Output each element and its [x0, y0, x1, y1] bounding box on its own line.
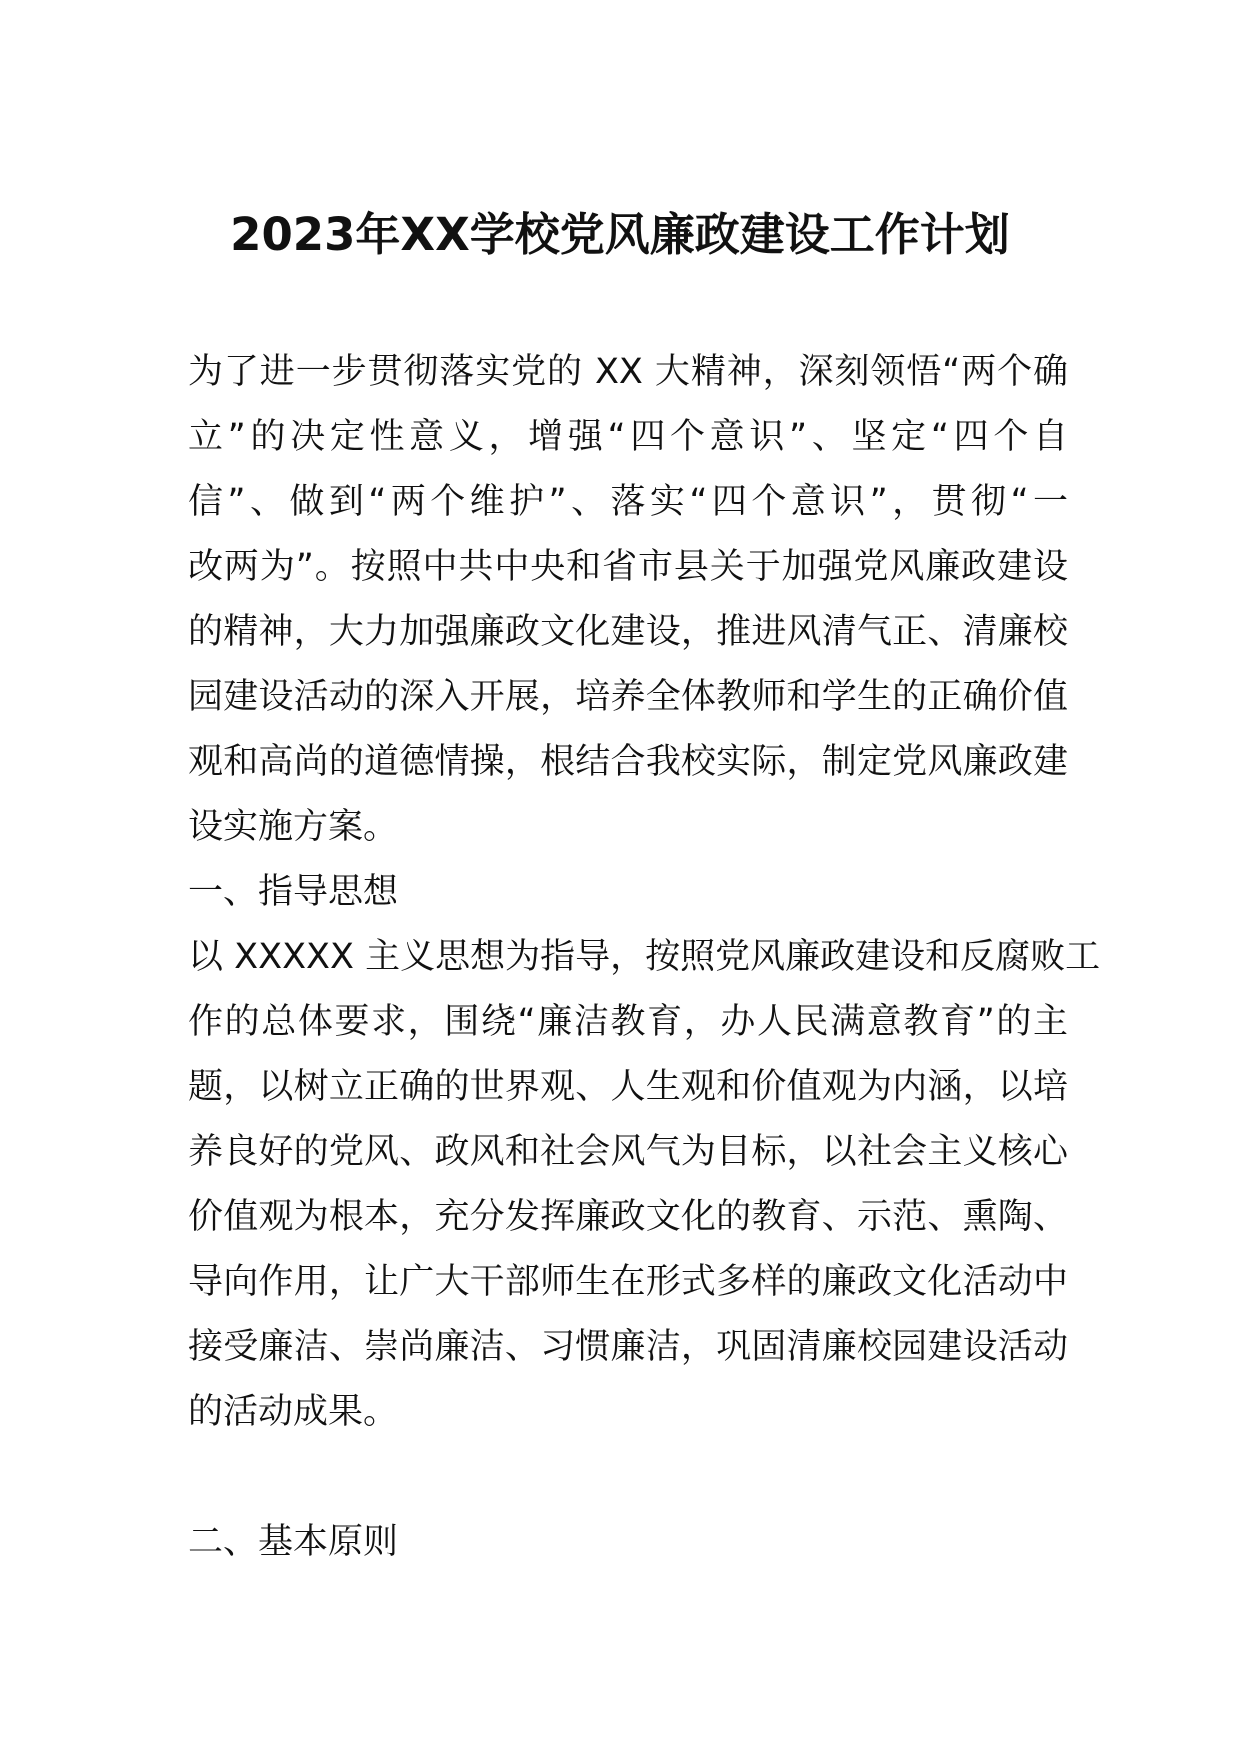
- document-title: 2023年XX学校党风廉政建设工作计划: [230, 208, 1010, 261]
- text-line: 养良好的党风、政风和社会风气为目标，以社会主义核心: [188, 1132, 1068, 1172]
- section-heading-basic-principles: [188, 1510, 1068, 1575]
- text-line: 改两为”。按照中共中央和省市县关于加强党风廉政建设: [188, 547, 1068, 587]
- text-line: 的活动成果。: [188, 1392, 399, 1432]
- text-line: 导向作用，让广大干部师生在形式多样的廉政文化活动中: [188, 1262, 1068, 1302]
- text-line: 立”的决定性意义，增强“四个意识”、坚定“四个自: [188, 417, 1068, 457]
- text-line: 设实施方案。: [188, 807, 399, 847]
- text-line: 的精神，大力加强廉政文化建设，推进风清气正、清廉校: [188, 612, 1068, 652]
- text-line: 作的总体要求，围绕“廉洁教育，办人民满意教育”的主: [188, 1002, 1068, 1042]
- text-line: 观和高尚的道德情操，根结合我校实际，制定党风廉政建: [188, 742, 1068, 782]
- text-line: 题，以树立正确的世界观、人生观和价值观为内涵，以培: [188, 1067, 1068, 1107]
- text-line: 以 XXXXX 主义思想为指导，按照党风廉政建设和反腐败工: [188, 937, 1101, 977]
- section-heading-guiding-ideology: [188, 860, 1068, 925]
- section-heading: 二、基本原则: [188, 1522, 399, 1562]
- paragraph-guiding-ideology: [188, 925, 1101, 1445]
- text-line: 为了进一步贯彻落实党的 XX 大精神，深刻领悟“两个确: [188, 352, 1068, 392]
- section-heading: 一、指导思想: [188, 872, 399, 912]
- text-line: 接受廉洁、崇尚廉洁、习惯廉洁，巩固清廉校园建设活动: [188, 1327, 1068, 1367]
- text-line: 信”、做到“两个维护”、落实“四个意识”，贯彻“一: [188, 482, 1068, 522]
- text-line: 价值观为根本，充分发挥廉政文化的教育、示范、熏陶、: [188, 1197, 1068, 1237]
- text-line: 园建设活动的深入开展，培养全体教师和学生的正确价值: [188, 677, 1068, 717]
- paragraph-intro: [188, 340, 1068, 860]
